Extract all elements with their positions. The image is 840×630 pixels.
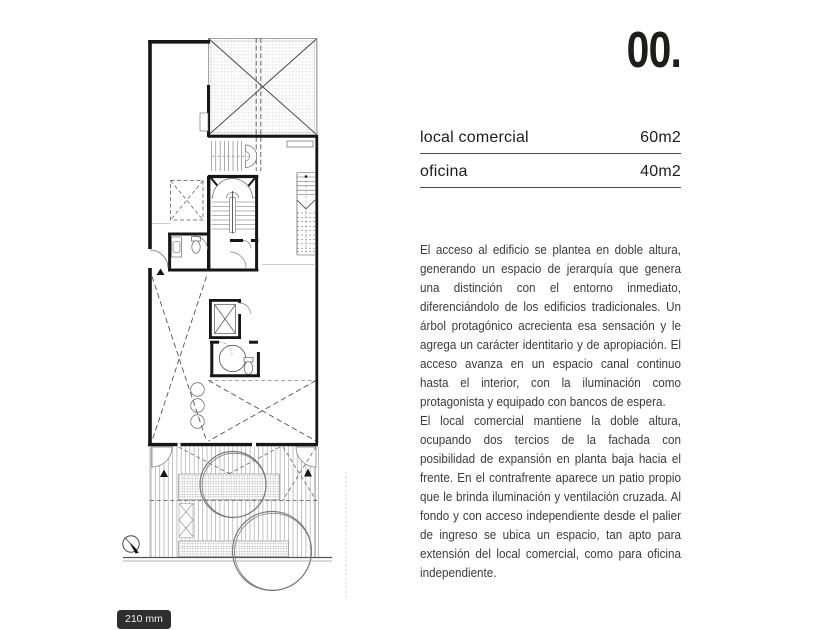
- mid-room-doors: [230, 241, 258, 269]
- measurement-badge: 210 mm: [117, 610, 171, 629]
- program-label: oficina: [420, 163, 468, 180]
- bathroom-lower: [210, 341, 260, 377]
- program-row: [420, 154, 681, 188]
- program-area: 60m2: [640, 129, 681, 146]
- project-description: [420, 241, 681, 583]
- elevator-shaft: [210, 300, 250, 337]
- skylight-void: [171, 181, 204, 221]
- upper-stair: [212, 141, 257, 171]
- right-stair: [297, 173, 316, 256]
- main-stair: [208, 176, 258, 271]
- seating-circles: [191, 383, 205, 429]
- program-row: [420, 120, 681, 154]
- north-arrow-icon: [123, 536, 139, 554]
- program-area: 40m2: [640, 163, 681, 180]
- description-paragraph: El acceso al edificio se plantea en doble altura, generando un espacio de jerarquía que genera una distinción con el entorno inmediato, diferenciándolo de los edificios tradicionales. Un árbol protagónico acrecienta esa sensación y le agrega un carácter identitario y de apropiación. El acceso avanza en un espacio canal continuo hasta el interior, con la iluminación como protagonista y equipado con bancos de espera.: [420, 243, 681, 409]
- program-table: [420, 120, 681, 188]
- program-label: local comercial: [420, 129, 529, 146]
- bathroom-upper: [168, 233, 258, 272]
- section-number: 00.: [626, 21, 681, 78]
- entry-door: [150, 250, 168, 275]
- description-paragraph: El local comercial mantiene la doble altura, ocupando dos tercios de la fachada con posibilidad de expansión en planta baja hacia el frente. En el contrafrente aparece un patio propio que le brinda iluminación y ventilación cruzada. Al fondo y con acceso independiente desde el palier de ingreso se ubica un espacio, tan apto para extensión del local comercial, como para oficina independiente.: [420, 414, 681, 580]
